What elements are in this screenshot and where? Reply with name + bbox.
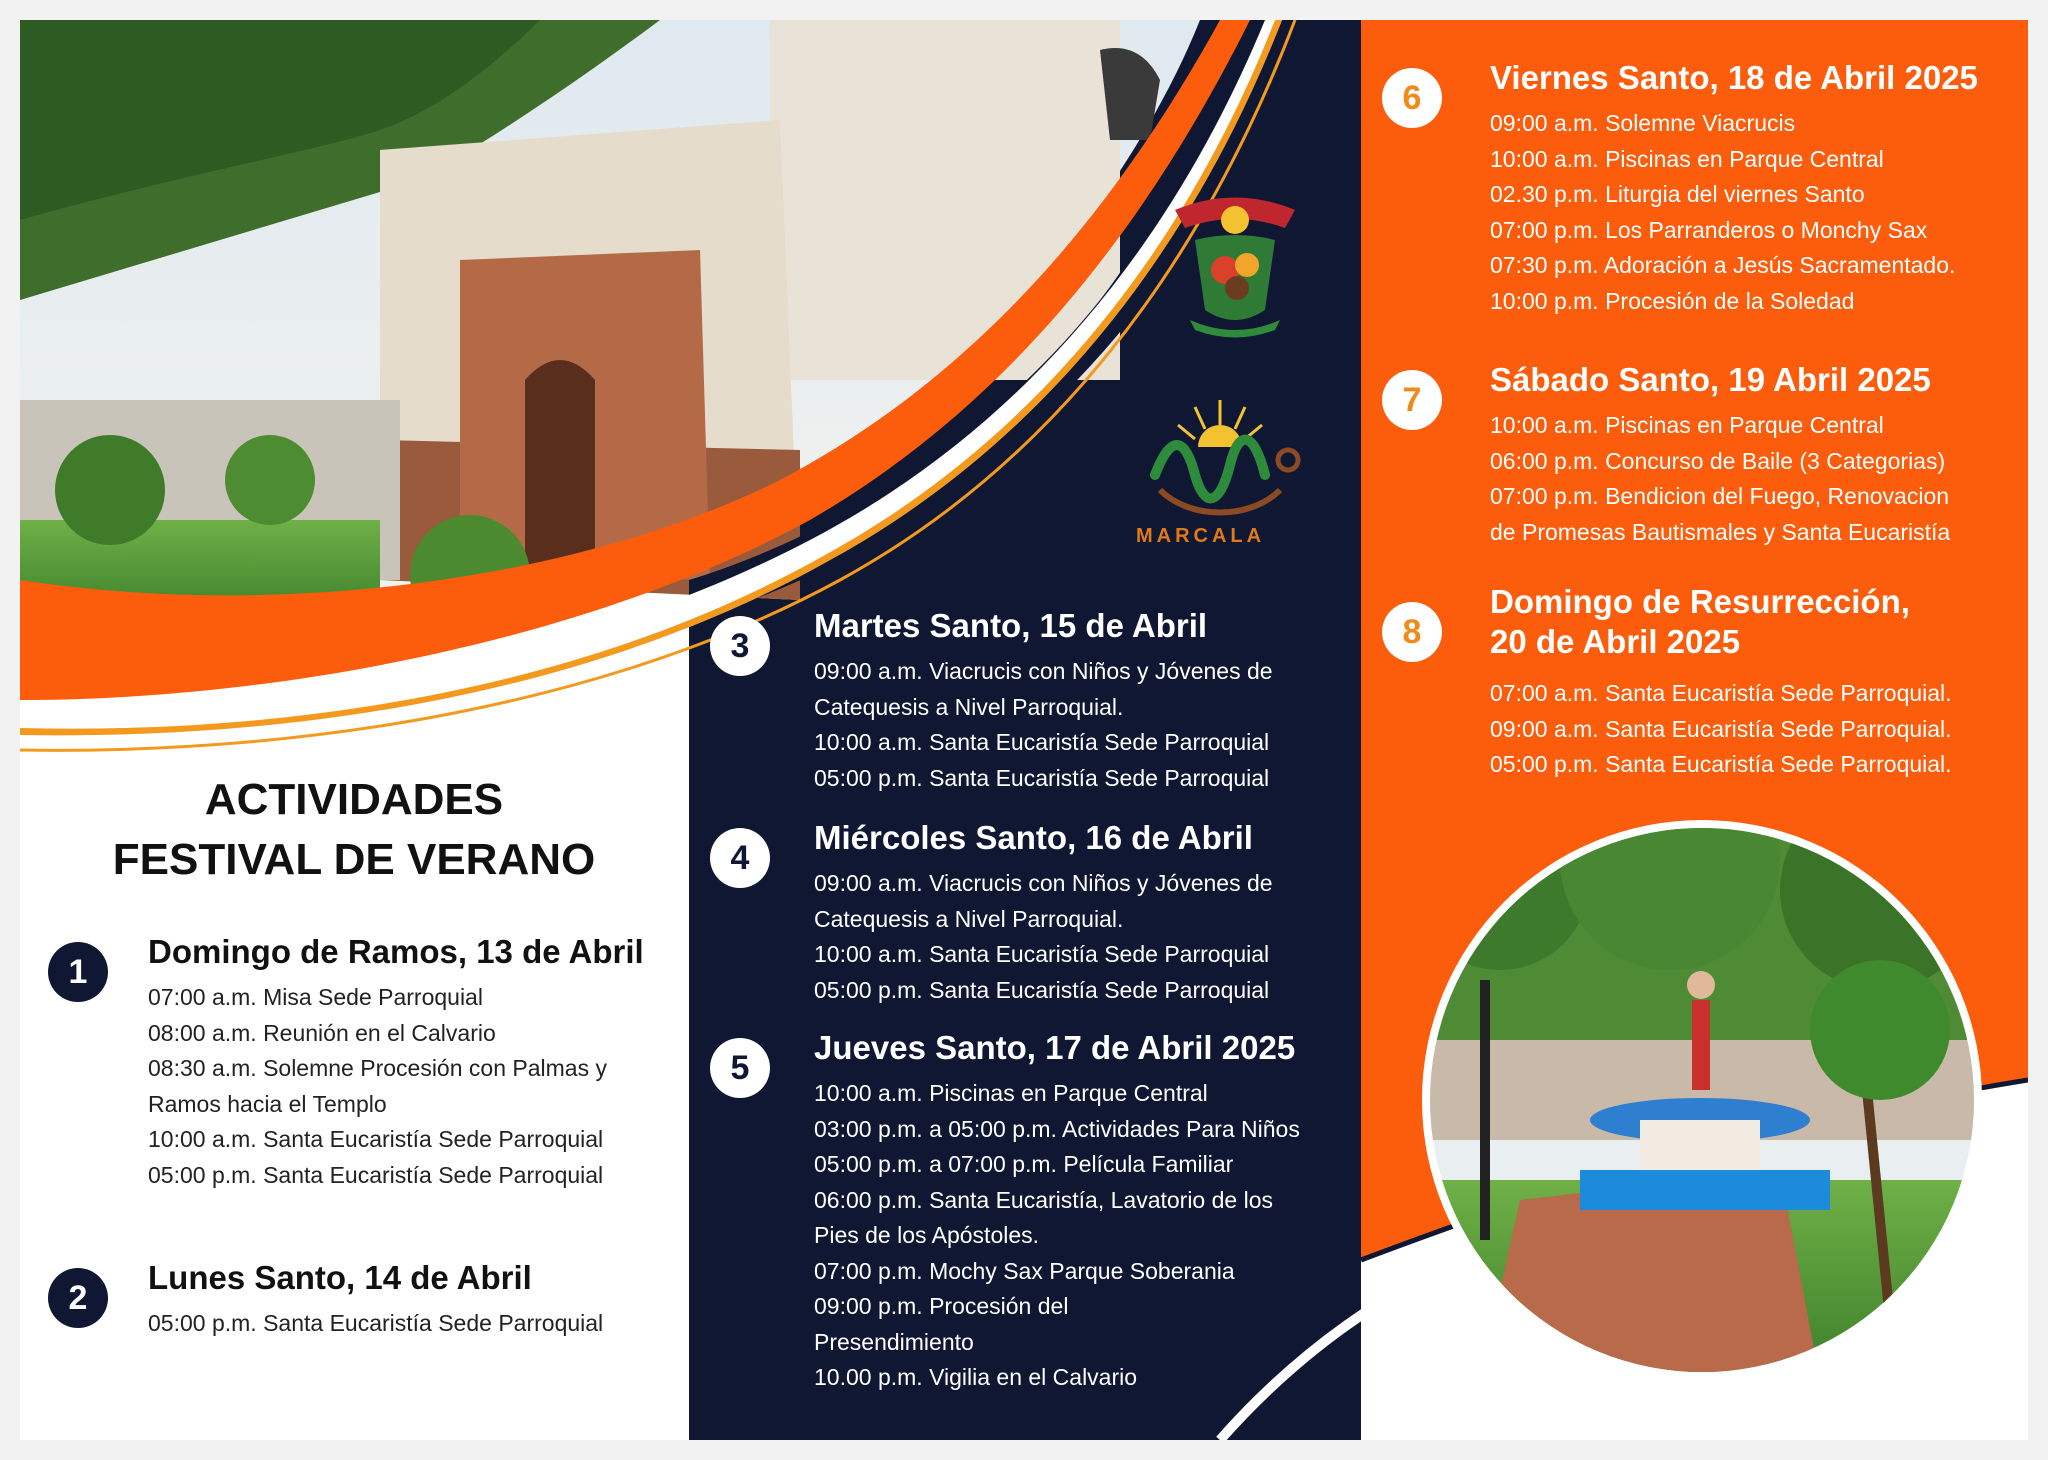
activity-item: 10:00 a.m. Santa Eucaristía Sede Parroquial <box>814 941 1270 967</box>
activity-list <box>814 654 1374 796</box>
activity-item: 07:00 p.m. Mochy Sax Parque Soberania <box>814 1257 1235 1284</box>
activity-item: 08:30 a.m. Solemne Procesión con Palmas y <box>148 1055 607 1081</box>
activity-item: 07:00 a.m. Misa Sede Parroquial <box>148 984 483 1010</box>
page-title <box>20 770 688 890</box>
activity-item: 07:30 p.m. Adoración a Jesús Sacramentado. <box>1490 252 1956 278</box>
activity-item: 09:00 p.m. Procesión del <box>814 1293 1069 1319</box>
municipal-coat-of-arms-icon <box>1165 190 1305 340</box>
day-number-badge: 6 <box>1382 68 1442 128</box>
day-number-badge: 3 <box>710 616 770 676</box>
activity-item: 07:00 p.m. Los Parranderos o Monchy Sax <box>1490 216 1928 243</box>
day-number-badge: 7 <box>1382 370 1442 430</box>
day-title: Miércoles Santo, 16 de Abril <box>814 819 1253 856</box>
activity-list <box>1490 106 2010 319</box>
day-number-badge: 2 <box>48 1268 108 1328</box>
day-title: Domingo de Resurrección, <box>1490 583 1910 620</box>
activity-item: Ramos hacia el Templo <box>148 1090 387 1117</box>
activity-item: Catequesis a Nivel Parroquial. <box>814 905 1124 932</box>
day-title: Domingo de Ramos, 13 de Abril <box>148 933 644 970</box>
day-title: Sábado Santo, 19 Abril 2025 <box>1490 361 1931 398</box>
activity-item: 09:00 a.m. Viacrucis con Niños y Jóvenes de <box>814 870 1273 896</box>
activity-item: 06:00 p.m. Santa Eucaristía, Lavatorio de los <box>814 1186 1273 1213</box>
activity-item: 10:00 a.m. Santa Eucaristía Sede Parroquial <box>814 729 1270 755</box>
activity-list <box>148 980 688 1193</box>
activity-item: 05:00 p.m. Santa Eucaristía Sede Parroquial. <box>1490 751 1952 777</box>
activity-item: Presendimiento <box>814 1328 974 1355</box>
activity-item: Catequesis a Nivel Parroquial. <box>814 693 1124 720</box>
activity-item: 10:00 a.m. Piscinas en Parque Central <box>814 1080 1208 1106</box>
activity-item: 10:00 a.m. Piscinas en Parque Central <box>1490 145 1884 172</box>
activity-item: 07:00 p.m. Bendicion del Fuego, Renovacion <box>1490 483 1950 509</box>
activity-item: 10:00 a.m. Piscinas en Parque Central <box>1490 412 1884 438</box>
day-title: Jueves Santo, 17 de Abril 2025 <box>814 1029 1296 1066</box>
activity-item: 02.30 p.m. Liturgia del viernes Santo <box>1490 181 1865 207</box>
marcala-logo-text: MARCALA <box>1136 525 1266 547</box>
title-line-2: FESTIVAL DE VERANO <box>112 835 596 884</box>
activity-list <box>1490 408 2010 550</box>
day-title: Viernes Santo, 18 de Abril 2025 <box>1490 59 1978 96</box>
activity-list <box>1490 676 2010 783</box>
activity-list <box>814 1076 1394 1396</box>
activity-item: 09:00 a.m. Santa Eucaristía Sede Parroquial. <box>1490 715 1952 742</box>
day-number-badge: 1 <box>48 942 108 1002</box>
day-number-badge: 8 <box>1382 602 1442 662</box>
day-title: Martes Santo, 15 de Abril <box>814 607 1208 644</box>
activity-item: 05:00 p.m. a 07:00 p.m. Película Familiar <box>814 1151 1234 1177</box>
activity-item: 05:00 p.m. Santa Eucaristía Sede Parroquial <box>148 1161 604 1188</box>
activity-item: 06:00 p.m. Concurso de Baile (3 Categorias) <box>1490 447 1946 474</box>
activity-item: 08:00 a.m. Reunión en el Calvario <box>148 1019 496 1046</box>
activity-item: 05:00 p.m. Santa Eucaristía Sede Parroquial <box>814 976 1270 1003</box>
activity-item: 05:00 p.m. Santa Eucaristía Sede Parroquial <box>148 1310 604 1336</box>
activity-item: 10.00 p.m. Vigilia en el Calvario <box>814 1364 1138 1390</box>
activity-item: 09:00 a.m. Solemne Viacrucis <box>1490 110 1796 136</box>
activity-list <box>148 1306 688 1342</box>
activity-item: 07:00 a.m. Santa Eucaristía Sede Parroquial. <box>1490 680 1952 706</box>
day-number-badge: 4 <box>710 828 770 888</box>
marcala-sun-wave-logo-icon <box>1150 395 1310 525</box>
title-line-1: ACTIVIDADES <box>204 775 504 824</box>
activity-item: 09:00 a.m. Viacrucis con Niños y Jóvenes de <box>814 658 1273 684</box>
activity-list <box>814 866 1374 1008</box>
day-title: Lunes Santo, 14 de Abril <box>148 1259 532 1296</box>
day-number-badge: 5 <box>710 1038 770 1098</box>
activity-item: 10:00 a.m. Santa Eucaristía Sede Parroquial <box>148 1126 604 1152</box>
activity-item: 05:00 p.m. Santa Eucaristía Sede Parroquial <box>814 764 1270 791</box>
activity-item: 10:00 p.m. Procesión de la Soledad <box>1490 287 1855 314</box>
activity-item: 03:00 p.m. a 05:00 p.m. Actividades Para Niños <box>814 1115 1300 1142</box>
activity-item: de Promesas Bautismales y Santa Eucaristía <box>1490 518 1951 545</box>
activity-item: Pies de los Apóstoles. <box>814 1222 1040 1248</box>
flyer-page <box>20 20 2028 1440</box>
day-title-line-2: 20 de Abril 2025 <box>1490 623 1741 660</box>
